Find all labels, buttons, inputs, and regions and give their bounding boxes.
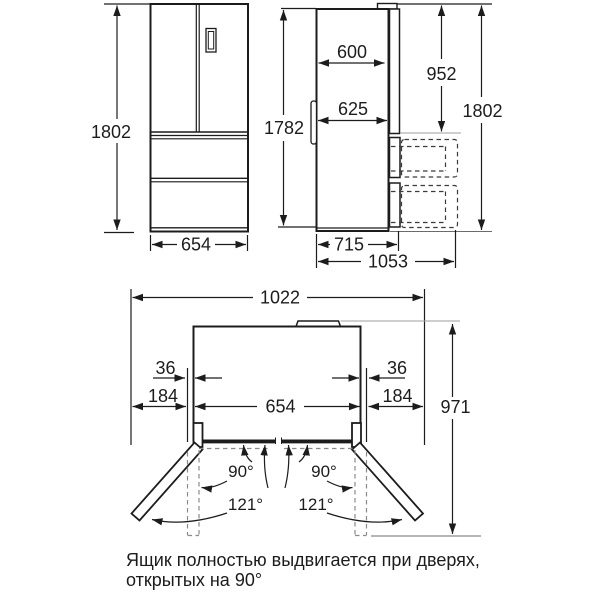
dim-side-body-height: 1782 (263, 118, 305, 138)
top-cabinet-body (194, 327, 361, 441)
dim-side-upper-height: 952 (426, 64, 457, 84)
dim-side-depth-drawer-extended: 1053 (367, 251, 409, 272)
dim-top-body-width: 654 (265, 396, 296, 417)
caption-line-2: открытых на 90° (126, 570, 263, 590)
side-rear-spacer (311, 101, 317, 144)
dim-front-width: 654 (180, 234, 212, 255)
side-view (311, 4, 458, 232)
front-display-panel-inner (208, 32, 213, 50)
top-right-door-open (352, 443, 423, 521)
dim-side-clearance-right: 184 (382, 386, 413, 406)
side-upper-drawer-extended-dashed (391, 140, 458, 178)
side-lower-drawer-front (390, 183, 401, 227)
caption-line-1: Ящик полностью выдвигается при дверях, (126, 550, 480, 570)
angle-90-left: 90° (228, 462, 254, 481)
dim-side-depth-no-door: 600 (336, 42, 368, 62)
dim-top-total-width: 1022 (259, 287, 301, 308)
dim-front-height: 1802 (90, 122, 132, 142)
dim-top-depth-open: 971 (440, 397, 471, 417)
angle-121-left: 121° (227, 495, 264, 514)
top-door-gap-notch (276, 437, 282, 445)
front-view (151, 4, 249, 232)
angle-121-right: 121° (298, 495, 334, 514)
dim-side-clearance-left: 184 (147, 386, 179, 406)
caption (126, 550, 480, 590)
dim-side-depth-door-front: 715 (333, 234, 365, 255)
top-left-door-open (132, 443, 203, 521)
side-lower-drawer-extended-dashed (391, 186, 458, 228)
side-door-profile (390, 9, 400, 134)
dim-side-total-height: 1802 (462, 101, 503, 121)
dim-door-protrusion-right: 36 (386, 358, 408, 378)
dim-side-depth-with-door: 625 (337, 99, 369, 119)
dim-door-protrusion-left: 36 (155, 358, 176, 378)
angle-90-right: 90° (311, 462, 337, 481)
